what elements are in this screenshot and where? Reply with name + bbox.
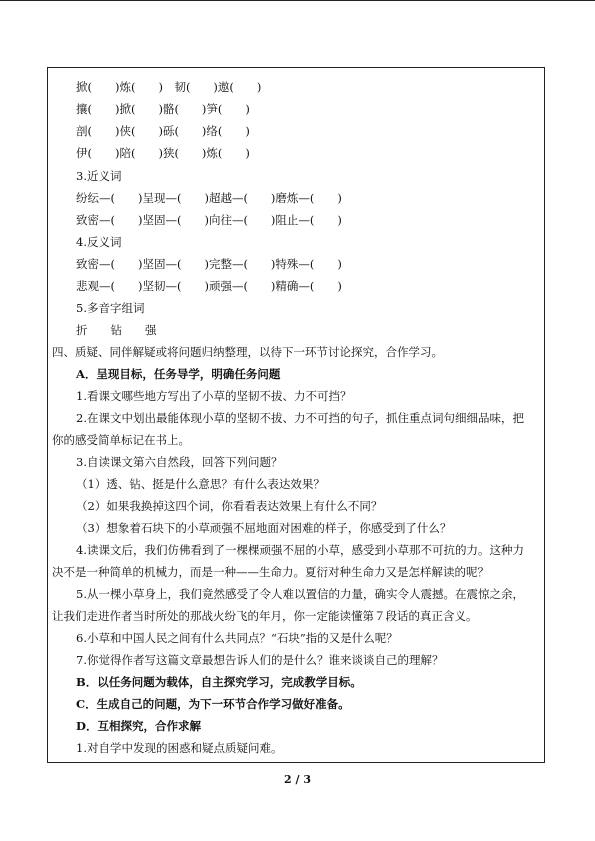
text-line: 你的感受简单标记在书上。: [52, 433, 190, 447]
text-line: D．互相探究，合作求解: [76, 719, 201, 733]
text-line: （2）如果我换掉这四个词，你看看表达效果上有什么不同？: [76, 499, 383, 513]
text-line: 掀( )炼( ) 韧( )遨( ): [76, 80, 262, 94]
text-line: A．呈现目标，任务导学，明确任务问题: [76, 367, 281, 381]
text-line: 4.反义词: [76, 235, 122, 249]
page-number: 2 / 3: [284, 773, 311, 786]
text-line: 伊( )陪( )狭( )炼( ): [76, 146, 250, 160]
text-line: 悲观—( )坚韧—( )顽强—( )精确—( ): [76, 279, 342, 293]
text-line: 攘( )掀( )骼( )笋( ): [76, 102, 250, 116]
text-line: 剖( )侠( )砾( )络( ): [76, 124, 250, 138]
text-line: 5.多音字组词: [76, 301, 145, 315]
text-line: 5.从一棵小草身上，我们竟然感受了令人难以置信的力量，确实令人震撼。在震惊之余，: [76, 587, 524, 601]
text-line: 致密—( )坚固—( )向往—( )阻止—( ): [76, 213, 342, 227]
text-line: （1）透、钻、挺是什么意思？有什么表达效果？: [76, 477, 325, 491]
text-line: B．以任务问题为载体，自主探究学习，完成教学目标。: [76, 675, 362, 689]
text-line: 纷纭—( )呈现—( )超越—( )磨炼—( ): [76, 191, 342, 205]
text-line: 折 钻 强: [76, 323, 157, 337]
header-rule: [0, 0, 595, 1]
text-line: 3.近义词: [76, 169, 122, 183]
text-line: 2.在课文中划出最能体现小草的坚韧不拔、力不可挡的句子，抓住重点词句细细品味，把: [76, 411, 524, 425]
text-line: （3）想象着石块下的小草顽强不屈地面对困难的样子，你感受到了什么？: [76, 521, 452, 535]
text-line: 4.读课文后，我们仿佛看到了一棵棵顽强不屈的小草，感受到小草那不可抗的力。这种力: [76, 543, 524, 557]
text-line: 3.自读课文第六自然段，回答下列问题？: [76, 455, 283, 469]
text-line: 6.小草和中国人民之间有什么共同点？“石块”指的又是什么呢？: [76, 631, 398, 645]
text-line: 致密—( )坚固—( )完整—( )特殊—( ): [76, 257, 342, 271]
text-line: C．生成自己的问题，为下一环节合作学习做好准备。: [76, 697, 350, 711]
text-line: 1.对自学中发现的困惑和疑点质疑问难。: [76, 741, 283, 755]
text-line: 四、质疑、同伴解疑或将问题归纳整理，以待下一环节讨论探究，合作学习。: [52, 345, 443, 359]
content-box: [47, 67, 545, 763]
text-line: 决不是一种简单的机械力，而是一种——生命力。夏衍对种生命力又是怎样解读的呢？: [52, 565, 489, 579]
text-line: 让我们走进作者当时所处的那战火纷飞的年月，你一定能读懂第７段话的真正含义。: [52, 609, 478, 623]
text-line: 7.你觉得作者写这篇文章最想告诉人们的是什么？谁来谈谈自己的理解？: [76, 653, 444, 667]
text-line: 1.看课文哪些地方写出了小草的坚韧不拔、力不可挡？: [76, 389, 352, 403]
